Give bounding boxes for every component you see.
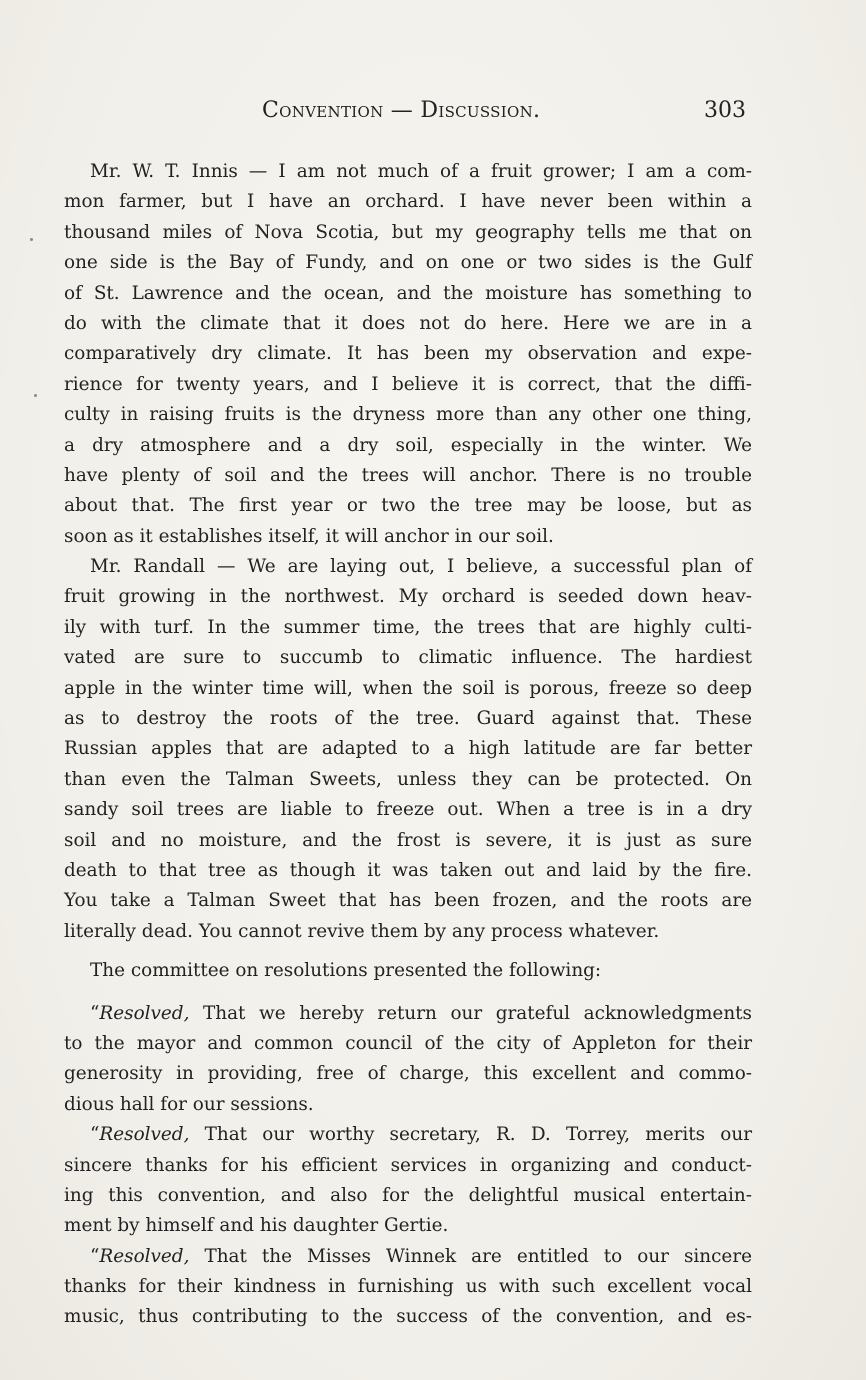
resolution-text: That our worthy secretary, R. D. Torrey, merits our (189, 1124, 752, 1146)
text-line: soon as it establishes itself, it will anchor in our soil. (64, 525, 554, 547)
text-line: generosity in providing, free of charge, this excellent and commo- (64, 1063, 752, 1085)
text-line: ing this convention, and also for the delightful musical entertain- (64, 1184, 752, 1206)
resolution-block (64, 1120, 752, 1242)
scan-speck (30, 238, 33, 241)
resolution-block (64, 1242, 752, 1333)
body-text (64, 157, 752, 1333)
text-line: Russian apples that are adapted to a high latitude are far better (64, 738, 752, 760)
text-line: a dry atmosphere and a dry soil, especially in the winter. We (64, 434, 752, 456)
text-line: vated are sure to succumb to climatic influence. The hardiest (64, 647, 752, 669)
text-line: as to destroy the roots of the tree. Guard against that. These (64, 708, 752, 730)
text-line: Mr. W. T. Innis — I am not much of a fruit grower; I am a com- (90, 161, 752, 182)
paragraph-innis (64, 157, 752, 552)
text-line: sandy soil trees are liable to freeze out. When a tree is in a dry (64, 799, 752, 821)
text-line: music, thus contributing to the success of the convention, and es- (64, 1306, 752, 1328)
running-head (62, 98, 746, 132)
paragraph-committee (64, 956, 752, 986)
resolution-block (64, 999, 752, 1121)
text-line: about that. The first year or two the tree may be loose, but as (64, 495, 752, 517)
opening-quote: “ (90, 1002, 100, 1024)
opening-quote: “ (90, 1245, 100, 1267)
text-line: one side is the Bay of Fundy, and on one or two sides is the Gulf (64, 252, 752, 274)
resolution-first-line (64, 1120, 752, 1150)
resolved-keyword: Resolved, (99, 1245, 190, 1267)
text-line: of St. Lawrence and the ocean, and the moisture has something to (64, 282, 752, 304)
resolved-keyword: Resolved, (99, 1124, 190, 1146)
text-line: rience for twenty years, and I believe it is correct, that the diffi- (64, 373, 752, 395)
text-line: You take a Talman Sweet that has been frozen, and the roots are (64, 890, 752, 912)
text-line: have plenty of soil and the trees will anchor. There is no trouble (64, 464, 752, 486)
resolution-text: That we hereby return our grateful acknowledgments (189, 1002, 752, 1024)
resolution-first-line (64, 999, 752, 1029)
resolution-first-line (64, 1242, 752, 1272)
text-line: ment by himself and his daughter Gertie. (64, 1215, 449, 1237)
text-line: dious hall for our sessions. (64, 1093, 314, 1115)
text-line: comparatively dry climate. It has been my observation and expe- (64, 343, 752, 365)
resolution-text: That the Misses Winnek are entitled to our sincere (189, 1245, 752, 1267)
text-line: sincere thanks for his efficient services in organizing and conduct- (64, 1154, 752, 1176)
text-line: Mr. Randall — We are laying out, I believe, a successful plan of (90, 556, 752, 578)
page-number: 303 (704, 98, 746, 123)
paragraph-gap (64, 947, 752, 956)
text-line: do with the climate that it does not do here. Here we are in a (64, 312, 752, 334)
text-line: death to that tree as though it was taken out and laid by the fire. (64, 859, 752, 881)
text-line: than even the Talman Sweets, unless they can be protected. On (64, 768, 752, 790)
text-line: thousand miles of Nova Scotia, but my geography tells me that on (64, 221, 752, 243)
text-line: ily with turf. In the summer time, the trees that are highly culti- (64, 616, 752, 638)
text-line: thanks for their kindness in furnishing us with such excellent vocal (64, 1276, 752, 1298)
running-title: Convention — Discussion. (262, 98, 541, 123)
opening-quote: “ (90, 1124, 100, 1146)
scan-speck (34, 394, 37, 397)
text-line: to the mayor and common council of the city of Appleton for their (64, 1032, 752, 1054)
text-line: fruit growing in the northwest. My orchard is seeded down heav- (64, 586, 752, 608)
text-line: apple in the winter time will, when the soil is porous, freeze so deep (64, 677, 752, 699)
paragraph-randall (64, 552, 752, 947)
text-line: The committee on resolutions presented the following: (90, 960, 602, 982)
text-line: literally dead. You cannot revive them by any process whatever. (64, 920, 660, 942)
text-line: culty in raising fruits is the dryness more than any other one thing, (64, 404, 752, 426)
text-line: mon farmer, but I have an orchard. I have never been within a (64, 191, 752, 213)
resolved-keyword: Resolved, (99, 1002, 190, 1024)
text-line: soil and no moisture, and the frost is severe, it is just as sure (64, 829, 752, 851)
